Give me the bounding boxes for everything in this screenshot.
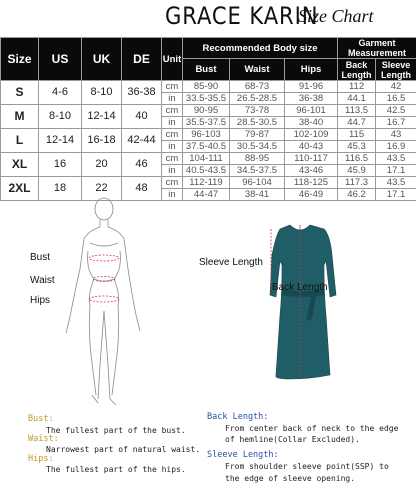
us-cell: 8-10 xyxy=(39,105,82,129)
legend-bust-term: Bust: xyxy=(28,414,54,424)
unit-cell: cm xyxy=(162,153,183,165)
col-header-waist: Waist xyxy=(230,59,285,81)
bust-cell: 104-111 xyxy=(183,153,230,165)
size-cell: XL xyxy=(1,153,39,177)
back-cell: 115 xyxy=(338,129,376,141)
sleeve-cell: 17.1 xyxy=(376,165,416,177)
back-cell: 113.5 xyxy=(338,105,376,117)
legend-hips-term: Hips: xyxy=(28,454,54,464)
legend-hips-desc: The fullest part of the hips. xyxy=(46,465,186,474)
bust-cell: 33.5-35.5 xyxy=(183,93,230,105)
figure-label-bust: Bust xyxy=(30,252,51,263)
sleeve-cell: 43.5 xyxy=(376,177,416,189)
size-cell: S xyxy=(1,81,39,105)
sleeve-cell: 43 xyxy=(376,129,416,141)
hips-cell: 91-96 xyxy=(285,81,338,93)
bust-cell: 44-47 xyxy=(183,189,230,201)
size-cell: M xyxy=(1,105,39,129)
de-cell: 46 xyxy=(122,153,162,177)
bust-cell: 96-103 xyxy=(183,129,230,141)
de-cell: 40 xyxy=(122,105,162,129)
table-row xyxy=(1,129,416,141)
unit-cell: in xyxy=(162,93,183,105)
chart-header xyxy=(0,0,416,36)
hips-cell: 96-101 xyxy=(285,105,338,117)
bust-cell: 35.5-37.5 xyxy=(183,117,230,129)
figure-label-back-length: Back Length xyxy=(272,282,328,293)
col-header-bust: Bust xyxy=(183,59,230,81)
sleeve-cell: 43.5 xyxy=(376,153,416,165)
uk-cell: 22 xyxy=(82,177,122,201)
back-cell: 44.7 xyxy=(338,117,376,129)
sleeve-cell: 16.5 xyxy=(376,93,416,105)
waist-cell: 88-95 xyxy=(230,153,285,165)
col-header-de: DE xyxy=(122,38,162,81)
figure-label-waist: Waist xyxy=(30,275,55,286)
bust-cell: 37.5-40.5 xyxy=(183,141,230,153)
uk-cell: 16-18 xyxy=(82,129,122,153)
sleeve-cell: 17.1 xyxy=(376,189,416,201)
back-cell: 112 xyxy=(338,81,376,93)
uk-cell: 12-14 xyxy=(82,105,122,129)
us-cell: 16 xyxy=(39,153,82,177)
col-header-recommended: Recommended Body size xyxy=(183,38,338,59)
size-cell: 2XL xyxy=(1,177,39,201)
back-cell: 45.3 xyxy=(338,141,376,153)
hips-cell: 38-40 xyxy=(285,117,338,129)
de-cell: 48 xyxy=(122,177,162,201)
unit-cell: in xyxy=(162,117,183,129)
us-cell: 18 xyxy=(39,177,82,201)
col-header-hips: Hips xyxy=(285,59,338,81)
measurement-figures xyxy=(0,195,416,405)
uk-cell: 20 xyxy=(82,153,122,177)
figure-label-sleeve-length: Sleeve Length xyxy=(199,257,263,268)
unit-cell: cm xyxy=(162,81,183,93)
bust-cell: 40.5-43.5 xyxy=(183,165,230,177)
sleeve-cell: 42.5 xyxy=(376,105,416,117)
hips-cell: 102-109 xyxy=(285,129,338,141)
waist-cell: 96-104 xyxy=(230,177,285,189)
legend-waist-term: Waist: xyxy=(28,434,59,444)
hips-cell: 36-38 xyxy=(285,93,338,105)
hips-cell: 46-49 xyxy=(285,189,338,201)
waist-cell: 68-73 xyxy=(230,81,285,93)
bust-cell: 85-90 xyxy=(183,81,230,93)
table-row xyxy=(1,81,416,93)
bust-cell: 112-119 xyxy=(183,177,230,189)
back-cell: 116.5 xyxy=(338,153,376,165)
size-cell: L xyxy=(1,129,39,153)
figure-label-hips: Hips xyxy=(30,295,51,306)
mannequin-sketch xyxy=(0,195,416,405)
legend-sleeve-desc-2: the edge of sleeve opening. xyxy=(225,474,356,483)
hips-cell: 40-43 xyxy=(285,141,338,153)
dress-illustration xyxy=(270,225,336,379)
table-row xyxy=(1,177,416,189)
back-cell: 44.1 xyxy=(338,93,376,105)
sleeve-cell: 16.7 xyxy=(376,117,416,129)
waist-cell: 26.5-28.5 xyxy=(230,93,285,105)
col-header-sleeve-length: Sleeve Length xyxy=(376,59,416,81)
col-header-size: Size xyxy=(1,38,39,81)
legend-waist-desc: Narrowest part of natural waist. xyxy=(46,445,201,454)
de-cell: 36-38 xyxy=(122,81,162,105)
col-header-garment: Garment Measurement xyxy=(338,38,416,59)
table-row xyxy=(1,105,416,117)
unit-cell: cm xyxy=(162,129,183,141)
col-header-uk: UK xyxy=(82,38,122,81)
unit-cell: in xyxy=(162,141,183,153)
unit-cell: cm xyxy=(162,105,183,117)
table-row xyxy=(1,153,416,165)
unit-cell: in xyxy=(162,165,183,177)
hips-cell: 43-46 xyxy=(285,165,338,177)
page-title: Size Chart xyxy=(298,6,374,26)
legend-bust-desc: The fullest part of the bust. xyxy=(46,426,186,435)
waist-cell: 73-78 xyxy=(230,105,285,117)
unit-cell: cm xyxy=(162,177,183,189)
col-header-back-length: Back Length xyxy=(338,59,376,81)
brand-logo: GRACE KARIN xyxy=(165,2,319,30)
hips-cell: 110-117 xyxy=(285,153,338,165)
waist-cell: 38-41 xyxy=(230,189,285,201)
hips-cell: 118-125 xyxy=(285,177,338,189)
waist-cell: 34.5-37.5 xyxy=(230,165,285,177)
bust-cell: 90-95 xyxy=(183,105,230,117)
sleeve-cell: 16.9 xyxy=(376,141,416,153)
waist-cell: 79-87 xyxy=(230,129,285,141)
waist-cell: 30.5-34.5 xyxy=(230,141,285,153)
us-cell: 12-14 xyxy=(39,129,82,153)
legend-back-term: Back Length: xyxy=(207,412,269,422)
unit-cell: in xyxy=(162,189,183,201)
size-table xyxy=(0,37,416,201)
legend-sleeve-term: Sleeve Length: xyxy=(207,450,279,460)
uk-cell: 8-10 xyxy=(82,81,122,105)
col-header-unit: Unit xyxy=(162,38,183,81)
sleeve-cell: 42 xyxy=(376,81,416,93)
legend-sleeve-desc-1: From shoulder sleeve point(SSP) to xyxy=(225,462,389,471)
back-cell: 117.3 xyxy=(338,177,376,189)
legend-back-desc-1: From center back of neck to the edge xyxy=(225,424,399,433)
waist-cell: 28.5-30.5 xyxy=(230,117,285,129)
back-cell: 45.9 xyxy=(338,165,376,177)
us-cell: 4-6 xyxy=(39,81,82,105)
col-header-us: US xyxy=(39,38,82,81)
de-cell: 42-44 xyxy=(122,129,162,153)
legend-back-desc-2: of hemline(Collar Excluded). xyxy=(225,435,360,444)
back-cell: 46.2 xyxy=(338,189,376,201)
